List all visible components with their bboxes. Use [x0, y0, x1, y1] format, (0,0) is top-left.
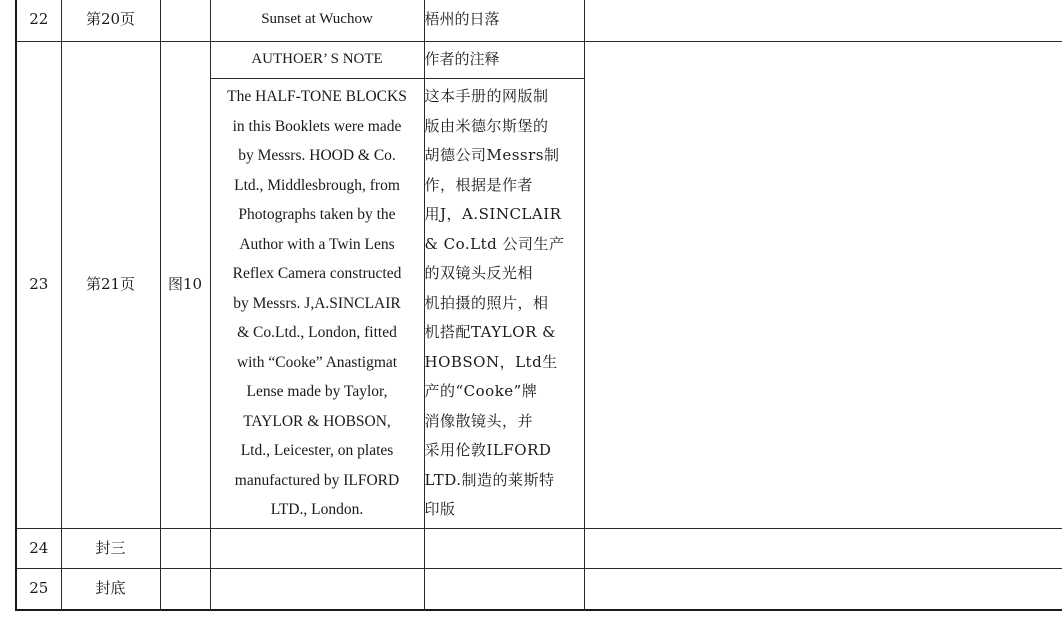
row-number-cell: 22	[16, 0, 61, 42]
note-title-english-cell: AUTHOER’ S NOTE	[210, 42, 424, 79]
chinese-caption-cell: 梧州的日落	[424, 0, 584, 42]
remarks-cell	[584, 529, 1062, 569]
row-number-cell: 24	[16, 529, 61, 569]
page-cell: 封三	[61, 529, 160, 569]
table-row	[16, 529, 1062, 569]
figure-cell	[160, 0, 210, 42]
figure-cell	[160, 569, 210, 610]
table-row	[16, 42, 1062, 79]
chinese-caption-cell	[424, 569, 584, 610]
remarks-cell	[584, 569, 1062, 610]
table-row	[16, 0, 1062, 42]
english-note-cell	[210, 79, 424, 529]
figure-cell	[160, 529, 210, 569]
english-caption-cell: Sunset at Wuchow	[210, 0, 424, 42]
english-caption-cell	[210, 569, 424, 610]
note-title-chinese-cell: 作者的注释	[424, 42, 584, 79]
page-cell: 封底	[61, 569, 160, 610]
chinese-note-cell	[424, 79, 584, 529]
row-number-cell: 23	[16, 42, 61, 529]
figure-cell: 图10	[160, 42, 210, 529]
row-number-cell: 25	[16, 569, 61, 610]
table-row	[16, 569, 1062, 610]
english-note-text: The HALF-TONE BLOCKS in this Booklets were made by Messrs. HOOD & Co. Ltd., Middlesbrough, from Photographs taken by the Author with a Twin Lens Reflex Camera constructed by Messrs. J,A.SINCLAIR & Co.Ltd., London, fitted with “Cooke” Anastigmat Lense made by Taylor, TAYLOR & HOBSON, Ltd., Leicester, on plates manufactured by ILFORD LTD., London.	[227, 88, 407, 518]
chinese-note-text: 这本手册的网版制 版由米德尔斯堡的 胡德公司Messrs制 作，根据是作者 用J，A.SINCLAIR & Co.Ltd 公司生产 的双镜头反光相 机拍摄的照片，相 机搭配TAYLOR & HOBSON，Ltd生 产的“Cooke”牌 消像散镜头，并 采用伦敦ILFORD LTD.制造的莱斯特 印版	[424, 87, 565, 518]
catalog-table	[15, 0, 1062, 611]
page-cell: 第20页	[61, 0, 160, 42]
chinese-caption-cell	[424, 529, 584, 569]
remarks-cell	[584, 0, 1062, 42]
english-caption-cell	[210, 529, 424, 569]
page-cell: 第21页	[61, 42, 160, 529]
remarks-cell	[584, 42, 1062, 529]
